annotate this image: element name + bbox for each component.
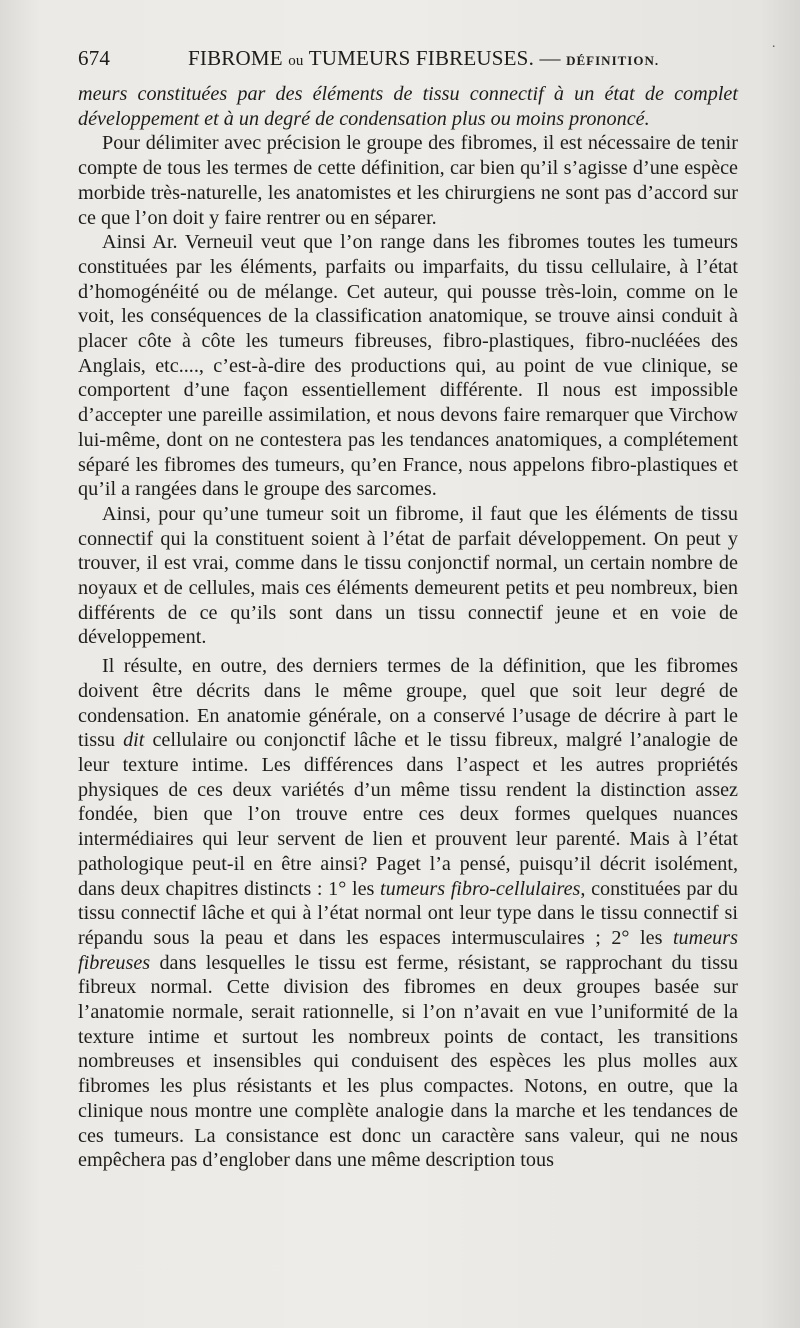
italic-run: meurs constituées par des éléments de tissu connectif à un état de complet développement et à un degré de condensation plus ou moins prononcé.: [78, 83, 738, 130]
italic-run: dit: [123, 729, 145, 752]
text-run: Pour délimiter avec précision le groupe des fibromes, il est nécessaire de tenir compte de tous les termes de cette définition, car bien qu’il s’agisse d’une espèce morbide très-naturelle, les anatomistes et les chirurgiens ne sont pas d’accord sur ce que l’on doit y faire rentrer ou en séparer.: [78, 132, 738, 229]
paragraph: [78, 502, 738, 650]
paragraph: [78, 230, 738, 502]
running-title: [188, 46, 659, 71]
running-title-dash: —: [539, 46, 561, 70]
running-title-part-a: FIBROME: [188, 46, 283, 70]
italic-run: tumeurs fibro-cellulaires: [380, 877, 581, 900]
text-run: dans lesquelles le tissu est ferme, résistant, se rapprochant du tissu fibreux normal. Cette division des fibromes en deux groupes basée sur l’anatomie normale, serait rationnelle, si l’on n’avait en vue l’uniformité de la texture intime et surtout les nombreux points de contact, les transitions nombreuses et insensibles qui conduisent des espèces les plus molles aux fibromes les plus résistants et les plus compactes. Notons, en outre, que la clinique nous montre une complète analogie dans la marche et les tendances de ces tumeurs. La consistance est donc un caractère sans valeur, qui ne nous empêchera pas d’englober dans une même description tous: [78, 951, 738, 1172]
paragraph: [78, 82, 738, 131]
italic-run: tumeurs fibreuses: [78, 926, 738, 974]
running-title-conjunction: ou: [288, 53, 304, 69]
margin-speck: ·: [771, 40, 776, 55]
running-section: DÉFINITION.: [566, 53, 660, 68]
paragraph: [78, 654, 738, 1173]
running-title-part-b: TUMEURS FIBREUSES.: [308, 46, 535, 70]
page-number: 674: [78, 46, 111, 70]
body-text: [78, 82, 738, 1173]
text-run: Il résulte, en outre, des derniers termes de la définition, que les fibromes doivent être décrits dans le même groupe, quel que soit leur degré de condensation. En anatomie générale, on a conservé l’usage de décrire à part le tissu: [78, 655, 738, 752]
running-header: [78, 46, 738, 78]
text-run: , constituées par du tissu connectif lâche et qui à l’état normal ont leur type dans le tissu connectif si répandu sous la peau et dans les espaces intermusculaires ; 2° les: [78, 877, 739, 949]
paragraph: [78, 131, 738, 230]
text-run: cellulaire ou conjonctif lâche et le tissu fibreux, malgré l’analogie de leur texture intime. Les différences dans l’aspect et les autres propriétés physiques de ces deux variétés d’un même tissu rendent la distinction assez fondée, bien que l’on trouve entre ces deux formes quelques nuances intermédiaires qui leur servent de lien et prouvent leur parenté. Mais à l’état pathologique peut-il en être ainsi? Paget l’a pensé, puisqu’il décrit isolément, dans deux chapitres distincts : 1° les: [78, 729, 738, 900]
text-run: Ainsi Ar. Verneuil veut que l’on range dans les fibromes toutes les tumeurs constituées par les éléments, parfaits ou imparfaits, du tissu cellulaire, à l’état d’homogénéité ou de mélange. Cet auteur, qui pousse très-loin, comme on le voit, les conséquences de la classification anatomique, se trouve ainsi conduit à placer côte à côte les tumeurs fibreuses, fibro-plastiques, fibro-nucléées des Anglais, etc...., c’est-à-dire des productions qui, au point de vue clinique, se comportent d’une façon essentiellement différente. Il nous est impossible d’accepter une pareille assimilation, et nous devons faire remarquer que Virchow lui-même, dont on ne contestera pas les tendances anatomiques, a complétement séparé les fibromes des tumeurs, qu’en France, nous appelons fibro-plastiques et qu’il a rangées dans le groupe des sarcomes.: [78, 231, 738, 501]
text-run: Ainsi, pour qu’une tumeur soit un fibrome, il faut que les éléments de tissu connectif qui la constituent soient à l’état de parfait développement. On peut y trouver, il est vrai, comme dans le tissu conjonctif normal, un certain nombre de noyaux et de cellules, mais ces éléments demeurent petits et peu nombreux, bien différents de ce qu’ils sont dans un tissu connectif jeune et en voie de développement.: [78, 502, 738, 649]
